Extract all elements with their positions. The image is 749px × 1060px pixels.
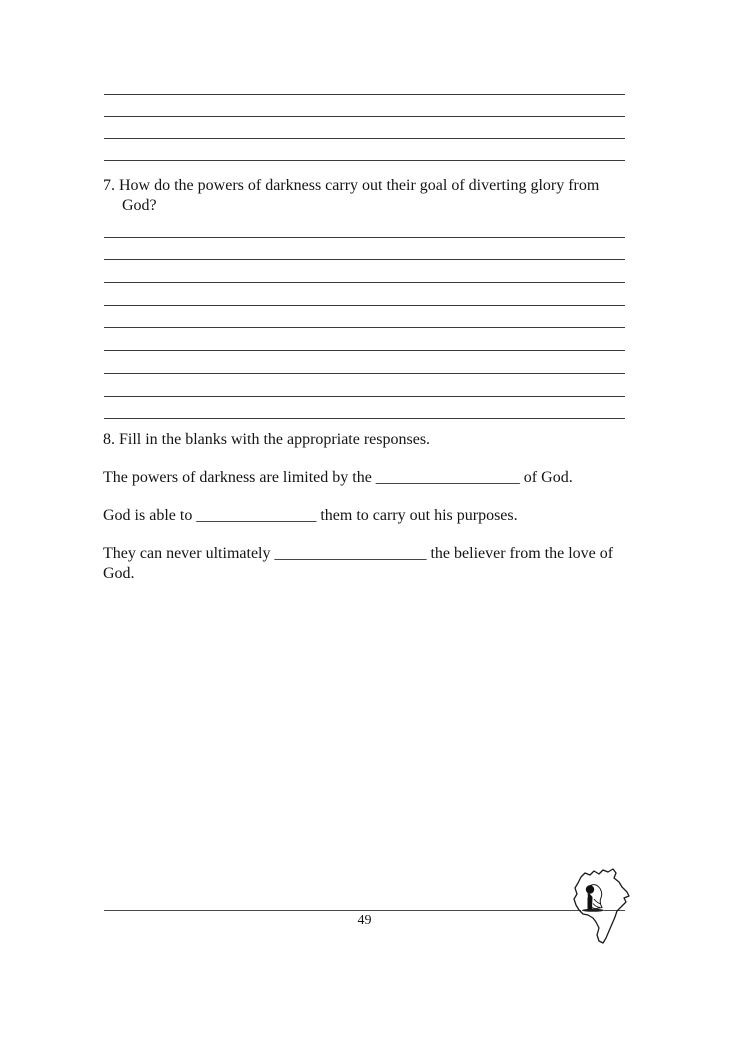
kneeling-figure-icon [586, 885, 602, 910]
page-number: 49 [357, 913, 372, 928]
answer-line [104, 238, 625, 261]
answer-line [104, 139, 625, 161]
fill-in-sentence-1: The powers of darkness are limited by the __________________ of God. [103, 469, 573, 486]
ground-shadow [582, 909, 604, 912]
answer-line [104, 73, 625, 95]
answer-line [104, 306, 625, 329]
fill-in-sentence-2: God is able to _______________ them to carry out his purposes. [103, 507, 518, 524]
answer-line [104, 215, 625, 238]
question-8-heading: 8. Fill in the blanks with the appropriate responses. [103, 431, 431, 448]
answer-line [104, 117, 625, 139]
africa-map-logo [566, 864, 632, 947]
answer-line [104, 95, 625, 117]
answer-line [104, 328, 625, 351]
question-7-answer-lines [104, 215, 625, 419]
answer-line [104, 397, 625, 420]
answer-line [104, 374, 625, 397]
question-7-text: 7. How do the powers of darkness carry out their goal of diverting glory from God? [103, 177, 600, 214]
answer-line [104, 351, 625, 374]
fill-in-sentence-3: They can never ultimately ___________________ the believer from the love of God. [103, 545, 614, 582]
answer-line [104, 260, 625, 283]
footer-rule [104, 910, 625, 911]
answer-line [104, 283, 625, 306]
top-answer-lines [104, 73, 625, 161]
